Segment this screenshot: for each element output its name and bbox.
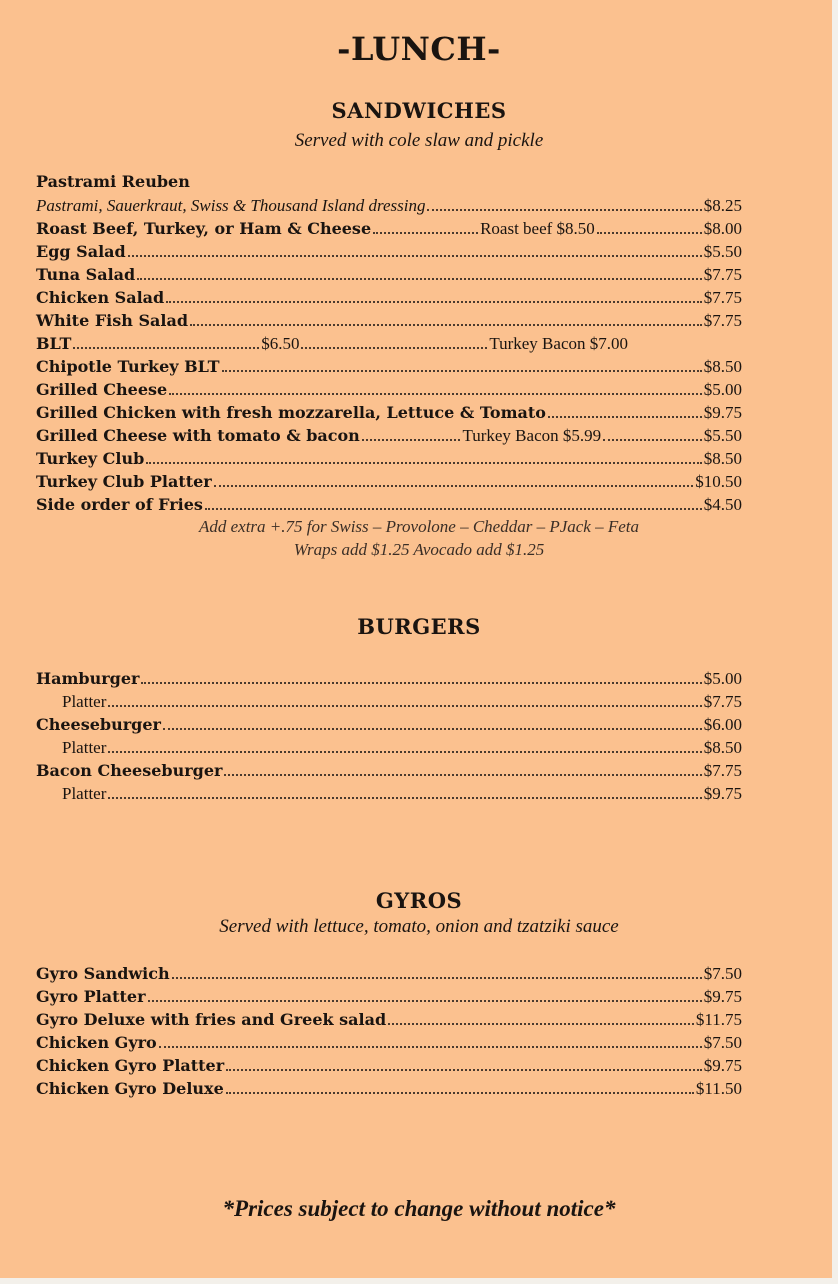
- dot-leader: [73, 347, 259, 349]
- item-price: $8.25: [703, 196, 742, 215]
- menu-item: [36, 470, 742, 493]
- dot-leader: [226, 1092, 694, 1094]
- item-price: $9.75: [703, 403, 742, 422]
- dot-leader: [362, 439, 461, 441]
- price-disclaimer: *Prices subject to change without notice*: [222, 1196, 616, 1221]
- dot-leader: [108, 705, 701, 707]
- item-price: $5.50: [703, 426, 742, 445]
- menu-item: [36, 1054, 742, 1077]
- item-name: Tuna Salad: [36, 265, 136, 284]
- item-price: $8.50: [703, 357, 742, 376]
- sandwich-list: [36, 170, 742, 516]
- menu-item: [36, 667, 742, 690]
- dot-leader: [163, 728, 702, 730]
- item-name: Hamburger: [36, 669, 140, 688]
- menu-item: [36, 493, 742, 516]
- item-name: Pastrami, Sauerkraut, Swiss & Thousand Island dressing: [36, 196, 426, 215]
- menu-item: [36, 286, 742, 309]
- item-name: Egg Salad: [36, 242, 126, 261]
- menu-item: [36, 1008, 742, 1031]
- item-price: $6.00: [703, 715, 742, 734]
- dot-leader: [222, 370, 702, 372]
- item-name: Gyro Deluxe with fries and Greek salad: [36, 1010, 387, 1029]
- menu-title: -LUNCH-: [337, 30, 501, 68]
- item-price: $9.75: [703, 987, 742, 1006]
- pastrami-reuben-name: Pastrami Reuben: [36, 172, 190, 191]
- menu-item: [36, 194, 742, 217]
- item-price: $7.50: [703, 964, 742, 983]
- dot-leader: [373, 232, 478, 234]
- item-name: Bacon Cheeseburger: [36, 761, 223, 780]
- item-name: Grilled Cheese with tomato & bacon: [36, 426, 360, 445]
- dot-leader: [128, 255, 702, 257]
- cheese-addon-note: Add extra +.75 for Swiss – Provolone – Cheddar – PJack – Feta: [198, 517, 640, 536]
- item-name: Turkey Club: [36, 449, 145, 468]
- dot-leader: [190, 324, 702, 326]
- dot-leader: [159, 1046, 702, 1048]
- sandwiches-section-title: SANDWICHES: [331, 98, 507, 123]
- item-price: $10.50: [695, 472, 742, 491]
- menu-item: [36, 736, 742, 759]
- item-price: Turkey Bacon $7.00: [489, 334, 628, 353]
- menu-item: [36, 217, 742, 240]
- dot-leader: [146, 462, 701, 464]
- burgers-section-title: BURGERS: [357, 614, 481, 639]
- menu-item: [36, 424, 742, 447]
- dot-leader: [597, 232, 702, 234]
- item-price: $8.00: [703, 219, 743, 238]
- menu-item: [36, 401, 742, 424]
- item-name: Platter: [62, 784, 107, 803]
- menu-item: [36, 962, 742, 985]
- item-name: Platter: [62, 692, 107, 711]
- dot-leader: [388, 1023, 694, 1025]
- page-edge: [832, 0, 838, 1284]
- dot-leader: [141, 682, 701, 684]
- item-name: Chicken Salad: [36, 288, 165, 307]
- menu-item: [36, 713, 742, 736]
- item-price: $9.75: [703, 1056, 742, 1075]
- item-price: $7.75: [703, 265, 742, 284]
- menu-item: [36, 447, 742, 470]
- item-name: Grilled Chicken with fresh mozzarella, Lettuce & Tomato: [36, 403, 546, 422]
- dot-leader: [224, 774, 701, 776]
- menu-item: [36, 355, 742, 378]
- menu-item: [36, 309, 742, 332]
- dot-leader: [603, 439, 702, 441]
- dot-leader: [148, 1000, 702, 1002]
- gyro-list: [36, 962, 742, 1100]
- item-price: $5.50: [703, 242, 742, 261]
- item-price: $5.00: [703, 669, 742, 688]
- item-name: Cheeseburger: [36, 715, 161, 734]
- item-name: Side order of Fries: [36, 495, 203, 514]
- dot-leader: [301, 347, 487, 349]
- menu-item: [36, 1077, 742, 1100]
- dot-leader: [172, 977, 702, 979]
- item-name: Platter: [62, 738, 107, 757]
- dot-leader: [226, 1069, 702, 1071]
- dot-leader: [205, 508, 702, 510]
- menu-item: [36, 759, 742, 782]
- item-name: Grilled Cheese: [36, 380, 168, 399]
- item-name: Turkey Club Platter: [36, 472, 212, 491]
- item-price: $7.50: [703, 1033, 742, 1052]
- sandwiches-subtitle: Served with cole slaw and pickle: [294, 130, 544, 151]
- item-price: $4.50: [703, 495, 742, 514]
- dot-leader: [108, 751, 701, 753]
- menu-item: [36, 263, 742, 286]
- item-name: Chicken Gyro: [36, 1033, 157, 1052]
- dot-leader: [214, 485, 694, 487]
- gyros-section-title: GYROS: [375, 888, 463, 913]
- dot-leader: [137, 278, 702, 280]
- item-price: $7.75: [703, 288, 742, 307]
- item-name: Chicken Gyro Deluxe: [36, 1079, 224, 1098]
- menu-item: [36, 378, 742, 401]
- item-price: $7.75: [703, 311, 742, 330]
- dot-leader: [108, 797, 701, 799]
- item-price: $7.75: [703, 692, 742, 711]
- menu-item: [36, 782, 742, 805]
- gyros-subtitle: Served with lettuce, tomato, onion and tzatziki sauce: [219, 916, 619, 937]
- item-price: $8.50: [703, 738, 742, 757]
- item-price: $8.50: [703, 449, 742, 468]
- item-name: BLT: [36, 334, 72, 353]
- dot-leader: [166, 301, 702, 303]
- item-price: $11.75: [695, 1010, 742, 1029]
- menu-item: [36, 332, 628, 355]
- menu-item: [36, 240, 742, 263]
- dot-leader: [427, 209, 701, 211]
- menu-item: [36, 1031, 742, 1054]
- item-price: $5.00: [703, 380, 742, 399]
- dot-leader: [169, 393, 702, 395]
- item-name: Gyro Sandwich: [36, 964, 170, 983]
- page-bottom-edge: [0, 1278, 838, 1284]
- wraps-addon-note: Wraps add $1.25 Avocado add $1.25: [293, 540, 545, 559]
- menu-item: [36, 690, 742, 713]
- item-name: Roast Beef, Turkey, or Ham & Cheese: [36, 219, 372, 238]
- dot-leader: [548, 416, 702, 418]
- item-price: $7.75: [703, 761, 742, 780]
- item-variant-price: $6.50: [261, 334, 300, 353]
- item-name: Gyro Platter: [36, 987, 146, 1006]
- item-name: White Fish Salad: [36, 311, 189, 330]
- burger-list: [36, 667, 742, 805]
- item-variant-price: Turkey Bacon $5.99: [462, 426, 602, 445]
- item-variant-price: Roast beef $8.50: [480, 219, 595, 238]
- item-name: Chicken Gyro Platter: [36, 1056, 225, 1075]
- item-price: $9.75: [703, 784, 742, 803]
- sandwich-header-row: [36, 170, 742, 194]
- item-name: Chipotle Turkey BLT: [36, 357, 220, 376]
- item-price: $11.50: [695, 1079, 742, 1098]
- menu-item: [36, 985, 742, 1008]
